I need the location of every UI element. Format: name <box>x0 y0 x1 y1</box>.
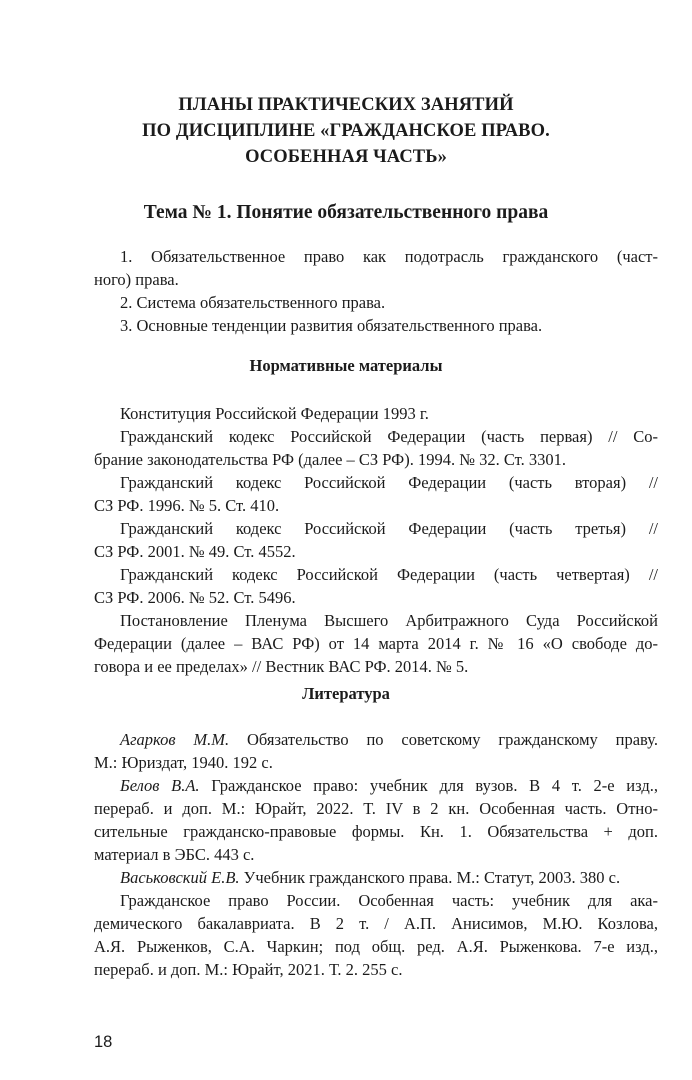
topic-title: Тема № 1. Понятие обязательственного права <box>143 202 549 223</box>
normative-entry-cont: СЗ РФ. 2006. № 52. Ст. 5496. <box>94 588 296 607</box>
plan-item-2: 2. Система обязательственного права. <box>120 293 386 312</box>
literature-entry <box>94 774 658 797</box>
normative-entry: Постановление Пленума Высшего Арбитражного Суда Российской <box>120 611 658 630</box>
title-line: ПО ДИСЦИПЛИНЕ «ГРАЖДАНСКОЕ ПРАВО. <box>142 121 550 141</box>
normative-entry: Гражданский кодекс Российской Федерации (часть первая) // Со- <box>120 427 658 446</box>
literature-entry-cont: демического бакалавриата. В 2 т. / А.П. Анисимов, М.Ю. Козлова, <box>94 914 658 933</box>
literature-entry-cont: А.Я. Рыженков, С.А. Чаркин; под общ. ред. А.Я. Рыженкова. 7-е изд., <box>94 937 658 956</box>
literature-text: Гражданское право России. Особенная часть: учебник для ака- <box>120 891 658 910</box>
literature-entry-cont: сительные гражданско-правовые формы. Кн. 1. Обязательства + доп. <box>94 822 658 841</box>
literature-entry <box>94 889 658 912</box>
literature-entry-cont: перераб. и доп. М.: Юрайт, 2021. Т. 2. 255 с. <box>94 960 403 979</box>
normative-entry-cont: СЗ РФ. 1996. № 5. Ст. 410. <box>94 496 280 515</box>
title-line: ПЛАНЫ ПРАКТИЧЕСКИХ ЗАНЯТИЙ <box>178 95 514 115</box>
literature-entry-cont: перераб. и доп. М.: Юрайт, 2022. Т. IV в 2 кн. Особенная часть. Отно- <box>94 799 658 818</box>
literature-entry <box>94 728 658 751</box>
normative-entry: Гражданский кодекс Российской Федерации (часть четвертая) // <box>120 565 658 584</box>
literature-heading: Литература <box>302 684 390 703</box>
normative-heading: Нормативные материалы <box>249 356 443 375</box>
literature-author: Агарков М.М. <box>120 730 230 749</box>
normative-entry-cont: брание законодательства РФ (далее – СЗ РФ). 1994. № 32. Ст. 3301. <box>94 450 566 469</box>
normative-entry: Конституция Российской Федерации 1993 г. <box>120 404 429 423</box>
literature-text: Обязательство по советскому гражданскому праву. <box>229 730 658 749</box>
normative-entry-cont: СЗ РФ. 2001. № 49. Ст. 4552. <box>94 542 296 561</box>
page-title <box>60 92 632 170</box>
plan-item-1-line-1: 1. Обязательственное право как подотрасль гражданского (част- <box>120 247 658 266</box>
normative-list <box>94 402 658 678</box>
literature-text: Гражданское право: учебник для вузов. В 4 т. 2-е изд., <box>199 776 658 795</box>
plan-item-1-line-2: ного) права. <box>94 270 179 289</box>
page-number: 18 <box>94 1033 113 1051</box>
normative-entry-cont: говора и ее пределах» // Вестник ВАС РФ. 2014. № 5. <box>94 657 469 676</box>
literature-entry-cont: М.: Юриздат, 1940. 192 с. <box>94 753 273 772</box>
literature-author: Васьковский Е.В. <box>120 868 240 887</box>
literature-text: Учебник гражданского права. М.: Статут, 2003. 380 с. <box>239 868 621 887</box>
normative-entry-cont: Федерации (далее – ВАС РФ) от 14 марта 2014 г. № 16 «О свободе до- <box>94 634 658 653</box>
plan-item-3: 3. Основные тенденции развития обязательственного права. <box>120 316 543 335</box>
normative-entry: Гражданский кодекс Российской Федерации (часть вторая) // <box>120 473 658 492</box>
literature-list <box>94 728 658 981</box>
plan-list <box>94 245 658 337</box>
literature-entry <box>94 866 658 889</box>
title-line: ОСОБЕННАЯ ЧАСТЬ» <box>245 147 447 167</box>
literature-author: Белов В.А. <box>120 776 200 795</box>
normative-entry: Гражданский кодекс Российской Федерации (часть третья) // <box>120 519 658 538</box>
literature-entry-cont: материал в ЭБС. 443 с. <box>94 845 255 864</box>
